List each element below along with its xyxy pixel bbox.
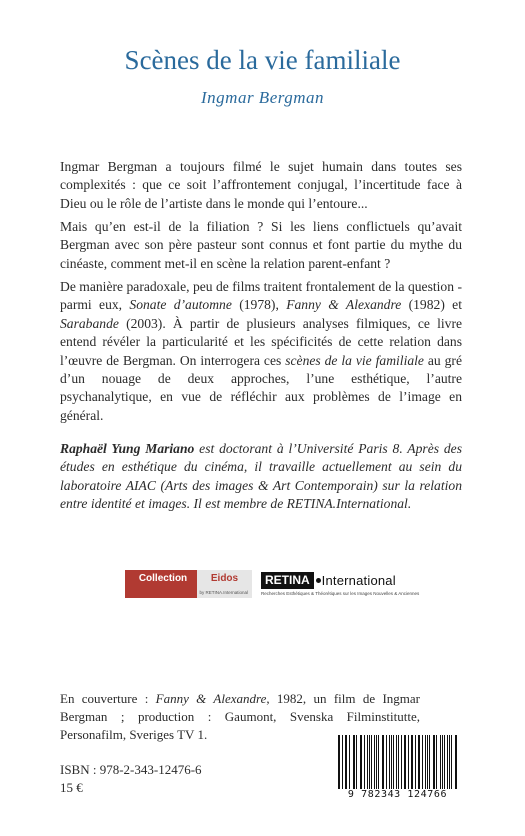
barcode-digits: 9 782343 124766 <box>347 789 448 800</box>
blurb-paragraph-1: Ingmar Bergman a toujours filmé le sujet humain dans toutes ses complexités : que ce soit l’affrontement conjugal, l’incertitude face à Dieu ou le rôle de l’artiste dans le monde qui l’entoure... <box>60 159 462 211</box>
retina-international: International <box>321 573 396 588</box>
collection-name-box <box>197 570 252 598</box>
blurb-paragraph-2: Mais qu’en est-il de la filiation ? Si les liens conflictuels qu’avait Bergman avec son père pasteur sont connus et font partie du mythe du cinéaste, comment met-il en scène la relation parent-enfant ? <box>60 219 462 271</box>
retina-box: RETINA <box>261 572 314 589</box>
isbn: ISBN : 978-2-343-12476-6 <box>60 762 202 777</box>
retina-subtitle: Recherches Esthétiques & Théorétiques sur les Images Nouvelles & Anciennes <box>261 591 420 596</box>
collection-eidos-logo <box>125 570 252 598</box>
barcode <box>330 735 465 805</box>
price: 15 € <box>60 780 83 795</box>
bio-text: est doctorant à l’Université Paris 8. Après des études en esthétique du cinéma, il travaille actuellement au sein du laboratoire AIAC (Arts des images & Art Contemporain) sur la relation entre identité et images. Il est membre de RETINA.International. <box>60 441 462 512</box>
retina-dot-icon <box>316 578 321 583</box>
barcode-bars-icon <box>338 735 458 789</box>
blurb-paragraph-3: De manière paradoxale, peu de films traitent frontalement de la question - parmi eux, Sonate d’automne (1978), Fanny & Alexandre (1982) et Sarabande (2003). À partir de plusieurs analyses filmiques, ce livre entend révéler la particularité et les spécificités de cette relation dans l’œuvre de Bergman. On interrogera ces scènes de la vie familiale au gré d’un nouage de deux approches, l’une esthétique, l’autre psychanalytique, en vue de réfléchir aux problèmes de l’image en général. <box>60 279 462 423</box>
retina-international-logo <box>261 570 521 598</box>
book-author: Ingmar Bergman <box>201 88 324 107</box>
collection-label: Collection <box>125 570 197 598</box>
film-title: Fanny & Alexandre <box>286 297 402 313</box>
emphasis: scènes de la vie familiale <box>285 352 424 368</box>
author-bio <box>60 440 462 514</box>
film-title: Sarabande <box>60 315 119 331</box>
collection-name: Eidos <box>210 573 239 584</box>
book-title: Scènes de la vie familiale <box>124 45 401 75</box>
bio-name: Raphaël Yung Mariano <box>60 441 195 456</box>
cover-credit: En couverture : Fanny & Alexandre, 1982, un film de Ingmar Bergman ; production : Gaumont, Svenska Filminstitutte, Personafilm, Sveriges TV 1. <box>60 691 420 742</box>
film-title: Fanny & Alexandre <box>155 691 267 706</box>
film-title: Sonate d’automne <box>129 297 232 313</box>
collection-sub: by RETINA.International <box>199 590 248 595</box>
